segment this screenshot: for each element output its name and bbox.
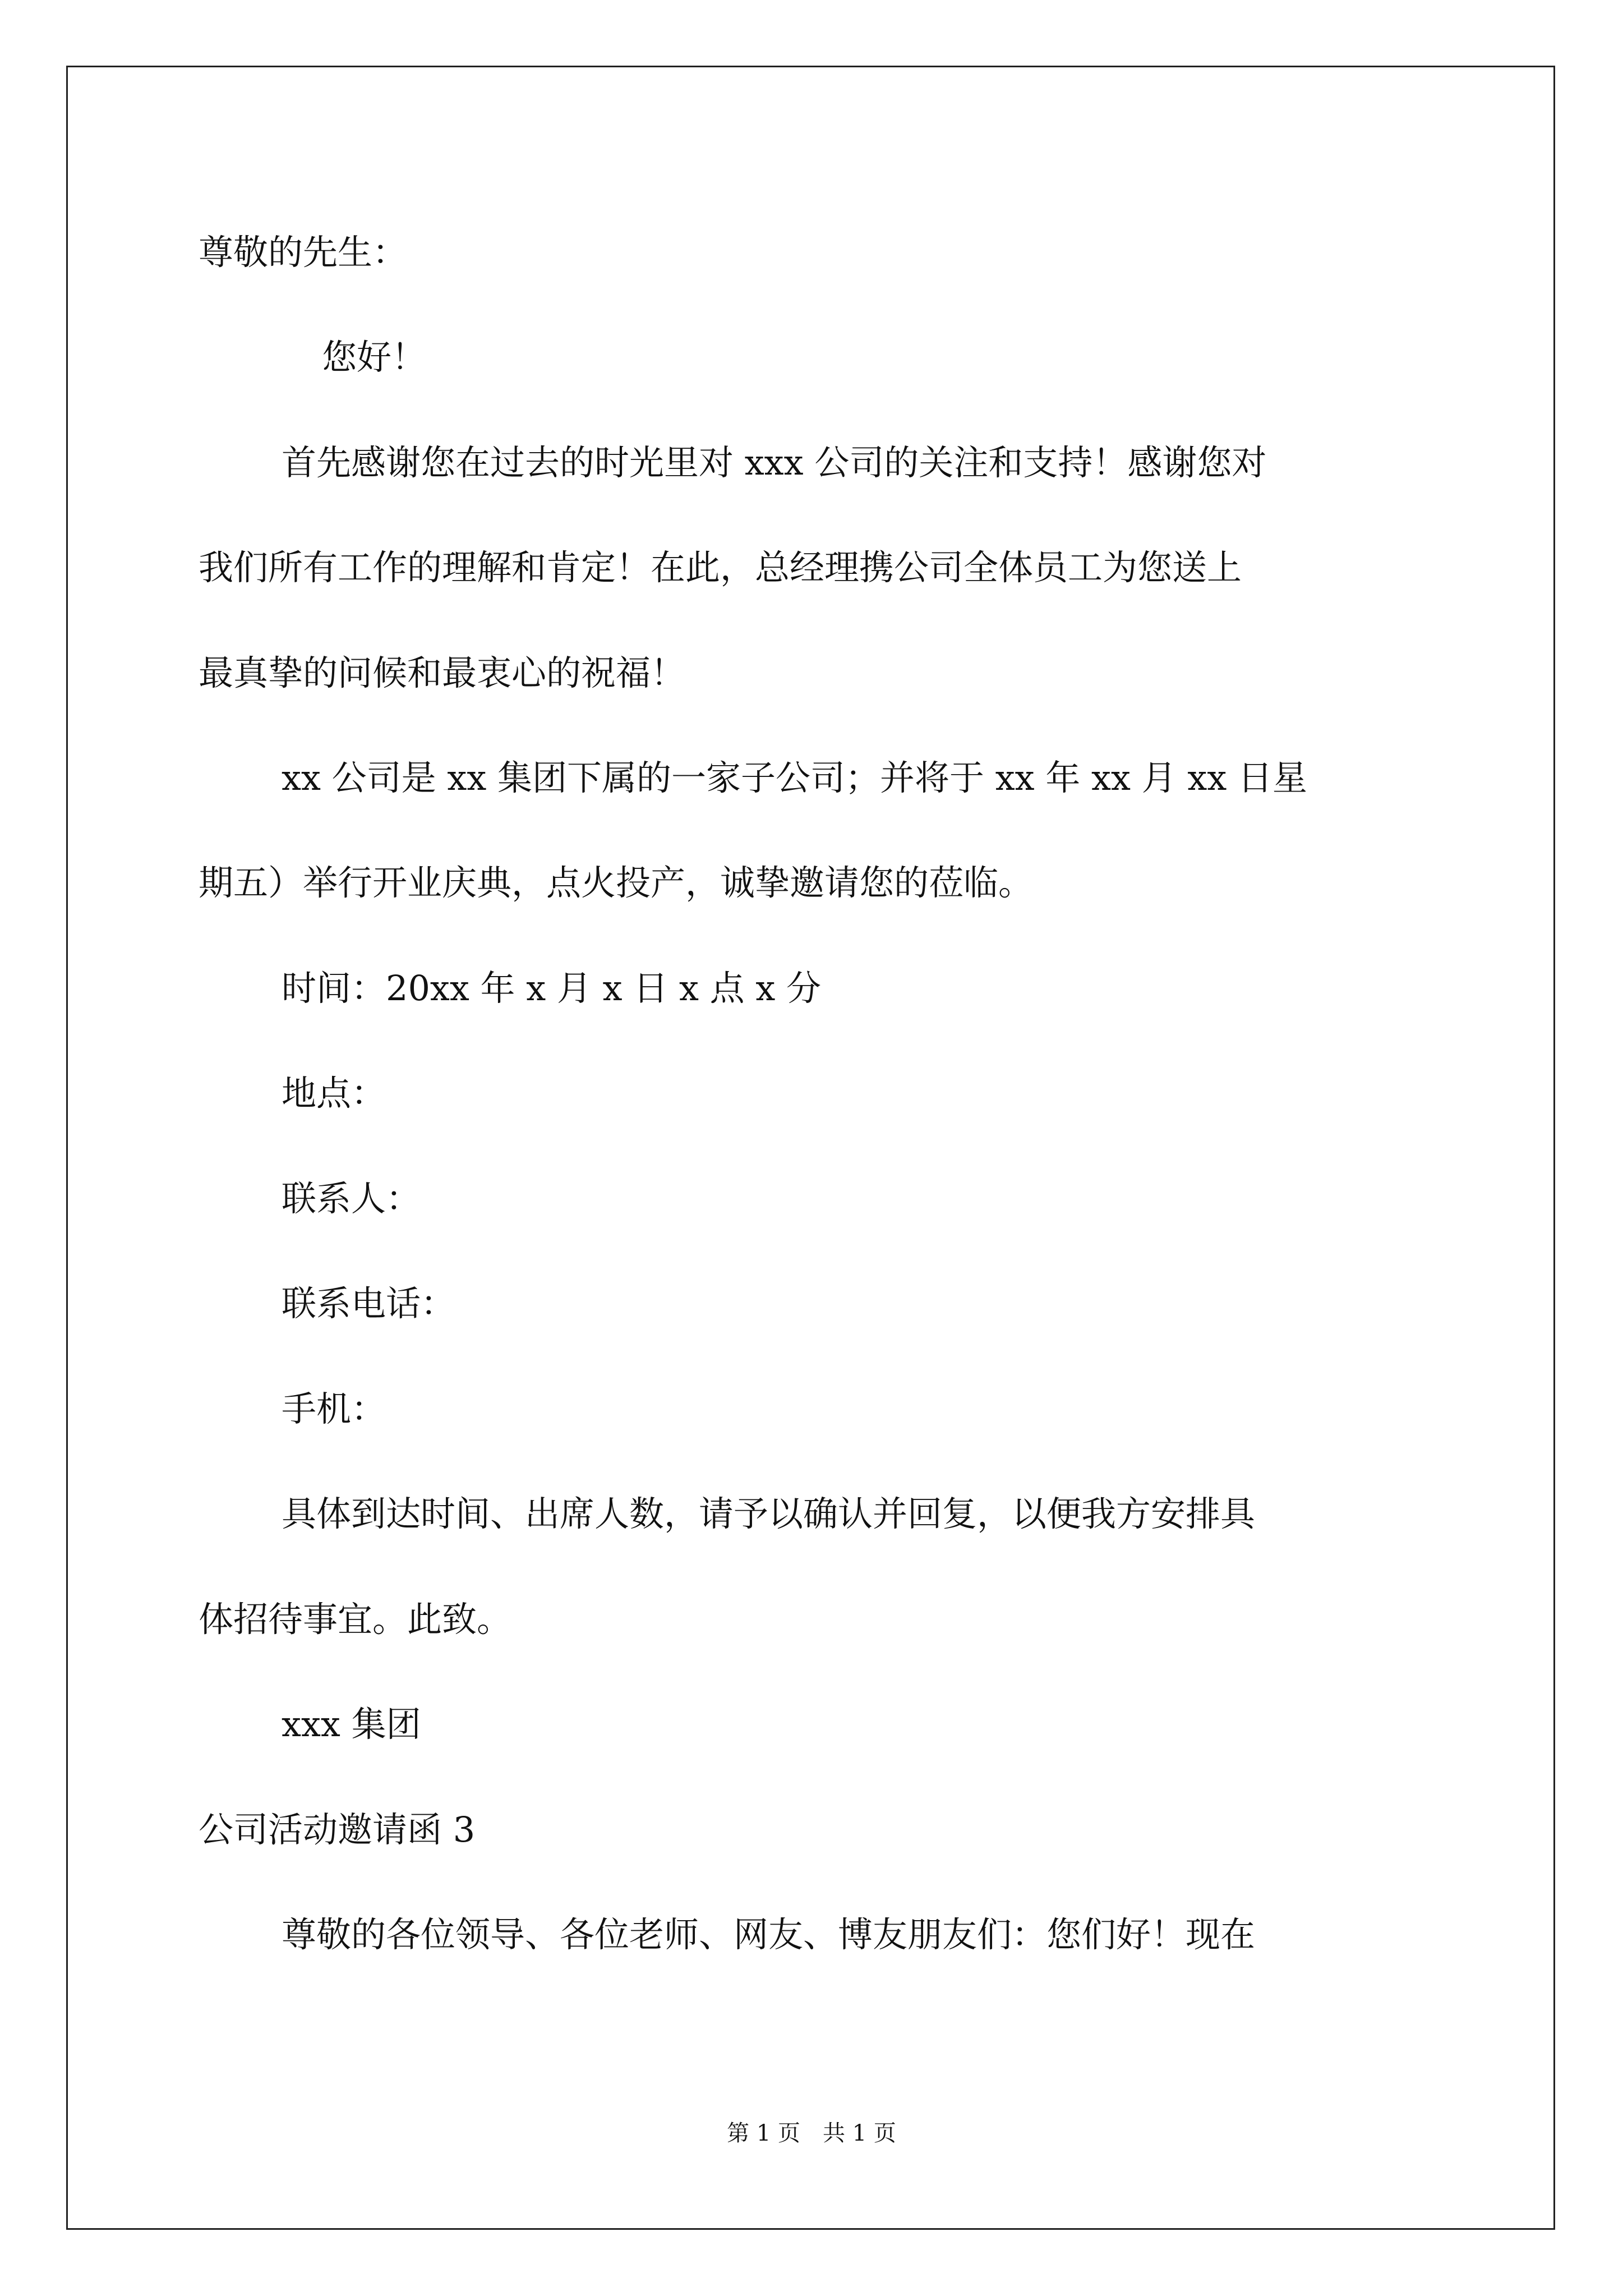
contact-phone-field: 联系电话： [282, 1283, 456, 1324]
time-field: 时间：20xx 年 x 月 x 日 x 点 x 分 [282, 968, 822, 1009]
paragraph-line: 体招待事宜。此致。 [199, 1599, 512, 1640]
paragraph-line: 我们所有工作的理解和肯定！在此，总经理携公司全体员工为您送上 [199, 547, 1242, 588]
page-footer: 第 1 页 共 1 页 [727, 2120, 896, 2146]
paragraph-line: 首先感谢您在过去的时光里对 xxx 公司的关注和支持！感谢您对 [282, 442, 1267, 483]
salutation: 尊敬的先生： [199, 232, 408, 273]
paragraph-line: 尊敬的各位领导、各位老师、网友、博友朋友们：您们好！现在 [282, 1914, 1256, 1955]
greeting: 您好！ [322, 337, 427, 378]
paragraph-line: 最真挚的问候和最衷心的祝福！ [199, 652, 686, 693]
section-title: 公司活动邀请函 3 [199, 1809, 476, 1850]
paragraph-line: 期五）举行开业庆典，点火投产，诚挚邀请您的莅临。 [199, 862, 1034, 903]
paragraph-line: 具体到达时间、出席人数，请予以确认并回复，以便我方安排具 [282, 1493, 1256, 1534]
contact-person-field: 联系人： [282, 1178, 421, 1219]
page-border [66, 66, 1555, 2230]
paragraph-line: xx 公司是 xx 集团下属的一家子公司；并将于 xx 年 xx 月 xx 日星 [282, 757, 1308, 798]
mobile-field: 手机： [282, 1388, 386, 1429]
location-field: 地点： [282, 1073, 386, 1114]
signature: xxx 集团 [282, 1704, 421, 1745]
